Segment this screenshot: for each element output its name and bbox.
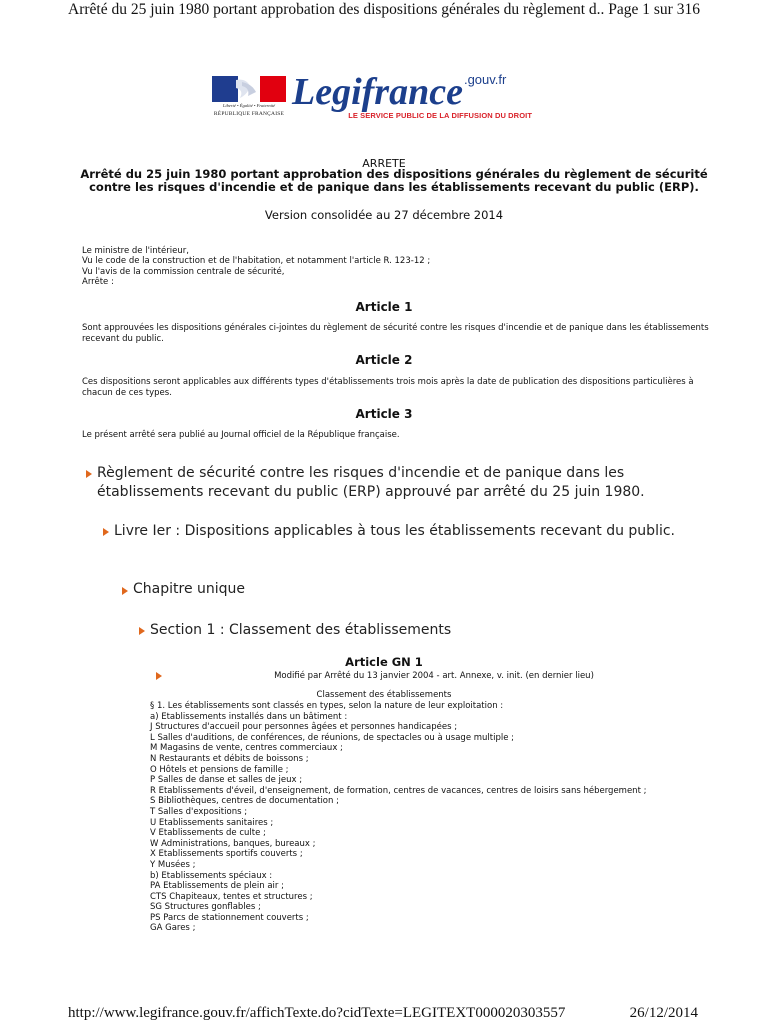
logo-motto: Liberté • Égalité • Fraternité	[222, 103, 276, 108]
article-2-text: Ces dispositions seront applicables aux différents types d'établissements trois mois après la date de publication des dispositions particulières à chacun de ces types.	[82, 377, 694, 398]
article-2-heading[interactable]: Article 2	[355, 353, 413, 367]
article-gn1-body	[150, 701, 690, 934]
list-item: GA Gares ;	[150, 923, 196, 934]
list-item: W Administrations, banques, bureaux ;	[150, 838, 316, 849]
article-3-text: Le présent arrêté sera publié au Journal officiel de la République française.	[82, 430, 400, 440]
list-item: O Hôtels et pensions de famille ;	[150, 764, 289, 775]
tree-node-section[interactable]: Section 1 : Classement des établissements	[150, 622, 452, 638]
logo-tagline: LE SERVICE PUBLIC DE LA DIFFUSION DU DROIT	[348, 111, 532, 120]
bullet-triangle-icon	[86, 470, 92, 478]
footer-date: 26/12/2014	[629, 1005, 698, 1021]
list-item: § 1. Les établissements sont classés en types, selon la nature de leur exploitation :	[150, 701, 504, 711]
print-header: Arrêté du 25 juin 1980 portant approbation des dispositions générales du règlement d.. Page 1 sur 316	[68, 1, 700, 18]
visa-line: Arrête :	[82, 277, 114, 288]
tree-node-livre[interactable]: Livre Ier : Dispositions applicables à tous les établissements recevant du public.	[114, 523, 675, 539]
list-item: X Etablissements sportifs couverts ;	[150, 849, 303, 860]
document-type: ARRETE	[362, 157, 406, 170]
list-item: M Magasins de vente, centres commerciaux ;	[150, 743, 343, 754]
list-item: L Salles d'auditions, de conférences, de réunions, de spectacles ou à usage multiple ;	[150, 732, 515, 743]
visa-line: Vu le code de la construction et de l'habitation, et notamment l'article R. 123-12 ;	[82, 256, 431, 267]
bullet-triangle-icon	[122, 587, 128, 595]
list-item: J Structures d'accueil pour personnes âgées et personnes handicapées ;	[150, 722, 458, 733]
visa-line: Le ministre de l'intérieur,	[82, 246, 189, 256]
list-item: U Etablissements sanitaires ;	[150, 817, 274, 828]
list-item: PS Parcs de stationnement couverts ;	[150, 912, 309, 923]
tree-node-chapitre[interactable]: Chapitre unique	[133, 581, 246, 597]
legifrance-logo[interactable]	[212, 71, 532, 122]
list-item: SG Structures gonflables ;	[150, 902, 261, 913]
article-gn1-subtitle: Classement des établissements	[316, 690, 452, 700]
bullet-triangle-icon	[139, 627, 145, 635]
article-3-heading[interactable]: Article 3	[355, 407, 413, 421]
list-item: PA Etablissements de plein air ;	[150, 881, 284, 892]
visas	[82, 246, 702, 288]
list-item: S Bibliothèques, centres de documentation ;	[150, 796, 339, 807]
article-1-heading[interactable]: Article 1	[355, 300, 413, 314]
logo-domain: .gouv.fr	[463, 72, 507, 87]
article-gn1-heading[interactable]: Article GN 1	[345, 655, 423, 669]
footer-url[interactable]: http://www.legifrance.gouv.fr/affichTexte.do?cidTexte=LEGITEXT000020303557	[68, 1005, 566, 1021]
article-1-text: Sont approuvées les dispositions générales ci-jointes du règlement de sécurité contre les risques d'incendie et de panique dans les établissements recevant du public.	[82, 323, 709, 344]
logo-brand-name: Legifrance	[292, 71, 463, 113]
list-item: a) Etablissements installés dans un bâtiment :	[150, 711, 348, 722]
list-item: R Etablissements d'éveil, d'enseignement, de formation, centres de vacances, centres de loisirs sans hébergement ;	[150, 785, 647, 796]
list-item: V Etablissements de culte ;	[150, 828, 266, 839]
logo-republic: RÉPUBLIQUE FRANÇAISE	[213, 111, 285, 117]
document-title: Arrêté du 25 juin 1980 portant approbation des dispositions générales du règlement de sécurité contre les risques d'incendie et de panique dans les établissements recevant du public (ERP).	[80, 167, 708, 194]
marianne-logo	[212, 76, 286, 122]
list-item: T Salles d'expositions ;	[150, 806, 248, 817]
list-item: P Salles de danse et salles de jeux ;	[150, 775, 303, 786]
document-version: Version consolidée au 27 décembre 2014	[264, 208, 504, 222]
tree-node-reglement[interactable]: Règlement de sécurité contre les risques d'incendie et de panique dans les établissements recevant du public (ERP) approuvé par arrêté du 25 juin 1980.	[97, 465, 645, 500]
list-item: N Restaurants et débits de boissons ;	[150, 753, 309, 764]
list-item: CTS Chapiteaux, tentes et structures ;	[150, 891, 313, 902]
print-footer	[68, 1004, 698, 1022]
bullet-triangle-icon	[103, 528, 109, 536]
list-item: Y Musées ;	[150, 859, 196, 870]
visa-line: Vu l'avis de la commission centrale de sécurité,	[82, 266, 285, 277]
list-item: b) Etablissements spéciaux :	[150, 870, 273, 881]
article-gn1-modification[interactable]: Modifié par Arrêté du 13 janvier 2004 - art. Annexe, v. init. (en dernier lieu)	[274, 671, 594, 681]
